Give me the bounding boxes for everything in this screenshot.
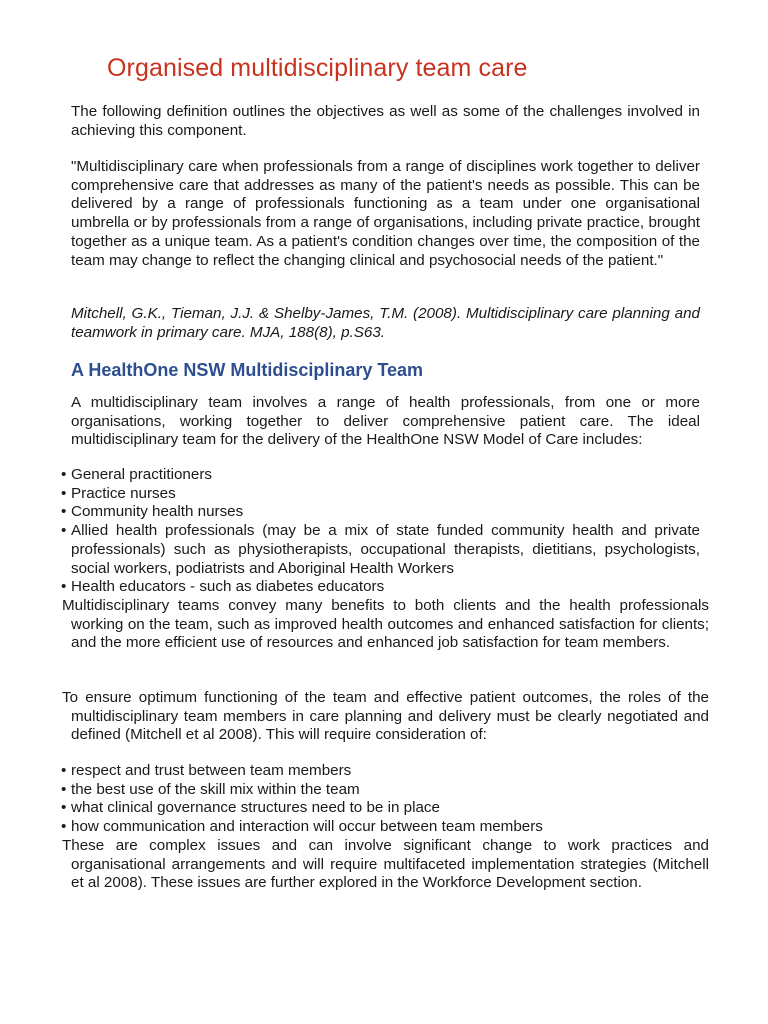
list-item-text: General practitioners	[71, 466, 212, 483]
list-item-text: how communication and interaction will occur between team members	[71, 818, 543, 836]
list-item	[61, 522, 700, 578]
list-item	[61, 762, 700, 781]
list-item	[61, 799, 700, 818]
closing-paragraph: These are complex issues and can involve significant change to work practices and organisational arrangements and will require multifaceted implementation strategies (Mitchell et al 2008). These issues are further explored in the Workforce Development section.	[62, 837, 709, 892]
list-item-text: Community health nurses	[71, 503, 244, 521]
bullet-icon: •	[61, 799, 67, 817]
bullet-icon: •	[61, 578, 67, 596]
page-title: Organised multidisciplinary team care	[107, 54, 528, 82]
bullet-icon: •	[61, 818, 67, 836]
list-item-text: the best use of the skill mix within the team	[71, 780, 360, 798]
list-item	[61, 503, 700, 522]
citation: Mitchell, G.K., Tieman, J.J. & Shelby-James, T.M. (2008). Multidisciplinary care planning and teamwork in primary care. MJA, 188(8), p.S63.	[71, 305, 700, 341]
intro-paragraph: The following definition outlines the objectives as well as some of the challenges involved in achieving this component.	[71, 103, 700, 139]
bullet-icon: •	[61, 466, 67, 483]
list-item	[61, 578, 700, 597]
list-item	[61, 781, 700, 800]
list-item-text: Allied health professionals (may be a mix of state funded community health and private professionals) such as physiotherapists, occupational therapists, dietitians, psychologists, social workers, podiatrists and Aboriginal Health Workers	[71, 522, 700, 577]
considerations-list	[61, 762, 700, 837]
list-item-text: what clinical governance structures need to be in place	[71, 799, 440, 817]
list-item-text: Health educators - such as diabetes educators	[71, 578, 385, 596]
bullet-icon: •	[61, 484, 67, 502]
section-heading: A HealthOne NSW Multidisciplinary Team	[71, 360, 424, 380]
bullet-icon: •	[61, 780, 67, 798]
roles-paragraph: To ensure optimum functioning of the team and effective patient outcomes, the roles of the multidisciplinary team members in care planning and delivery must be clearly negotiated and defined (Mitchell et al 2008). This will require consideration of:	[62, 689, 709, 744]
list-item-text: respect and trust between team members	[71, 762, 352, 779]
definition-quote: "Multidisciplinary care when professionals from a range of disciplines work together to deliver comprehensive care that addresses as many of the patient's needs as possible. This can be delivered by a range of professionals functioning as a team under one organisational umbrella or by professionals from a range of organisations, including private practice, brought together as a unique team. As a patient's condition changes over time, the composition of the team may change to reflect the changing clinical and psychosocial needs of the patient."	[71, 158, 700, 269]
list-item	[61, 818, 700, 837]
section-intro-paragraph: A multidisciplinary team involves a range of health professionals, from one or more organisations, working together to deliver comprehensive patient care. The ideal multidisciplinary team for the delivery of the HealthOne NSW Model of Care includes:	[71, 394, 700, 449]
list-item-text: Practice nurses	[71, 484, 176, 502]
benefits-paragraph: Multidisciplinary teams convey many benefits to both clients and the health professionals working on the team, such as improved health outcomes and enhanced satisfaction for clients; and the more efficient use of resources and enhanced job satisfaction for team members.	[62, 597, 709, 652]
list-item	[61, 485, 700, 504]
list-item	[61, 466, 700, 485]
bullet-icon: •	[61, 503, 67, 521]
bullet-icon: •	[61, 522, 67, 540]
bullet-icon: •	[61, 762, 67, 779]
team-members-list	[61, 466, 700, 597]
